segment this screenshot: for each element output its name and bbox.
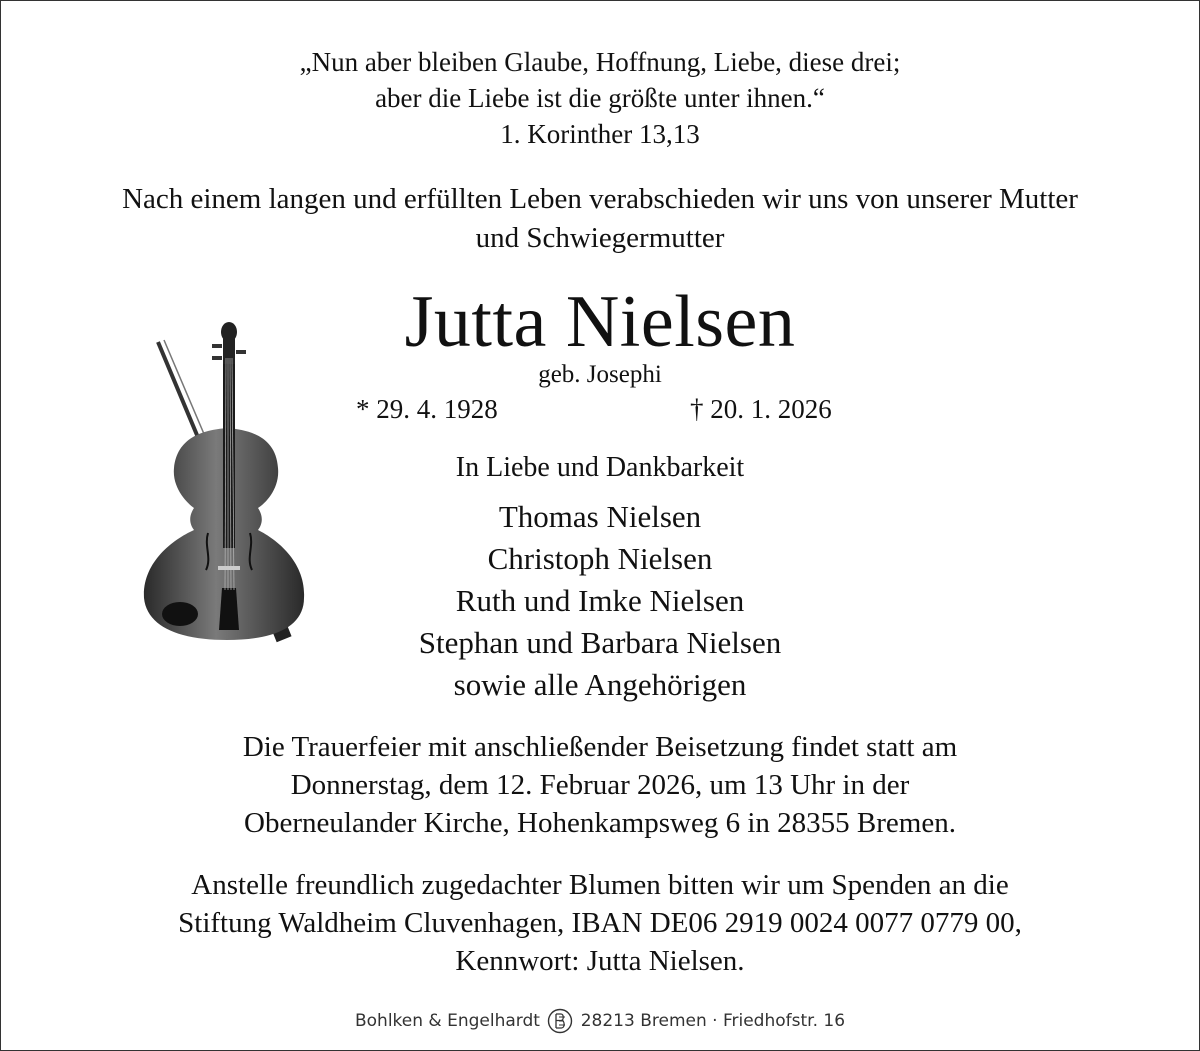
quote-source: 1. Korinther 13,13 <box>500 119 700 149</box>
mourners-heading: In Liebe und Dankbarkeit <box>455 452 745 483</box>
service-line: Die Trauerfeier mit anschließender Beisetzung findet statt am <box>242 731 958 763</box>
donation-info <box>0 866 1200 980</box>
quote-line: aber die Liebe ist die größte unter ihnen.“ <box>375 83 825 113</box>
service-line: Oberneulander Kirche, Hohenkampsweg 6 in 28355 Bremen. <box>244 807 956 839</box>
service-info <box>0 728 1200 842</box>
mourners-list <box>0 496 1200 706</box>
bible-quote <box>0 44 1200 152</box>
company-address: 28213 Bremen · Friedhofstr. 16 <box>580 1011 846 1031</box>
intro-line: und Schwiegermutter <box>475 222 725 254</box>
death-date: † 20. 1. 2026 <box>690 394 832 424</box>
company-name: Bohlken & Engelhardt <box>354 1011 540 1031</box>
birth-name: geb. Josephi <box>538 361 662 388</box>
donation-line: Stiftung Waldheim Cluvenhagen, IBAN DE06 2919 0024 0077 0779 00, <box>178 907 1022 939</box>
donation-line: Anstelle freundlich zugedachter Blumen bitten wir um Spenden an die <box>191 869 1009 901</box>
mourner-name: Ruth und Imke Nielsen <box>455 583 745 618</box>
mourner-name: Stephan und Barbara Nielsen <box>418 625 782 660</box>
company-logo-icon <box>547 1008 573 1034</box>
mourner-name: Christoph Nielsen <box>487 541 713 576</box>
birth-date: * 29. 4. 1928 <box>356 394 498 424</box>
quote-line: „Nun aber bleiben Glaube, Hoffnung, Liebe, diese drei; <box>299 47 901 77</box>
deceased-name: Jutta Nielsen <box>404 281 796 363</box>
donation-line: Kennwort: Jutta Nielsen. <box>455 945 745 977</box>
service-line: Donnerstag, dem 12. Februar 2026, um 13 Uhr in der <box>290 769 910 801</box>
mourner-name: Thomas Nielsen <box>498 499 702 534</box>
mourner-name: sowie alle Angehörigen <box>453 667 747 702</box>
funeral-home-footer <box>0 1008 1200 1034</box>
intro-text <box>0 180 1200 258</box>
intro-line: Nach einem langen und erfüllten Leben verabschieden wir uns von unserer Mutter <box>122 183 1078 215</box>
